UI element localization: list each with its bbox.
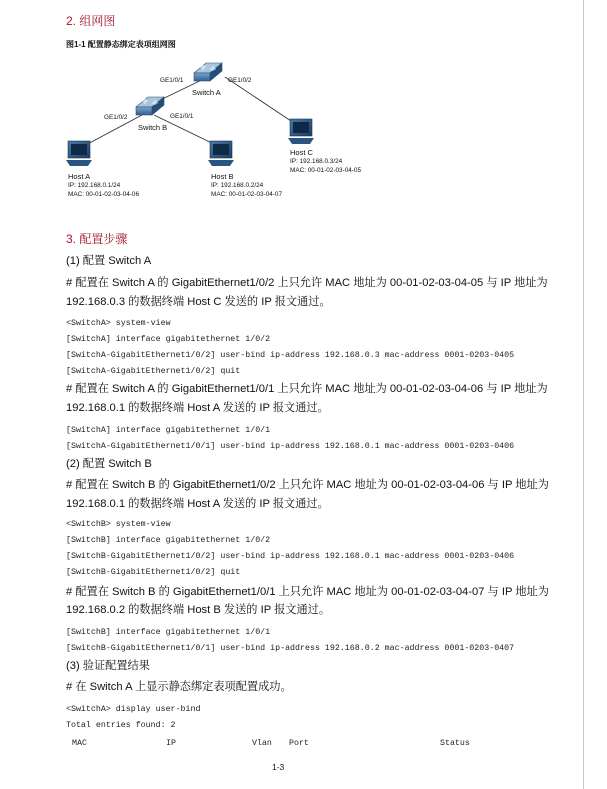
host-b-mac: MAC: 00-01-02-03-04-07 (211, 191, 283, 198)
code-line: [SwitchA-GigabitEthernet1/0/2] quit (66, 367, 241, 376)
host-b-icon (208, 141, 234, 166)
code-line: Total entries found: 2 (66, 721, 176, 730)
host-c-mac: MAC: 00-01-02-03-04-05 (290, 167, 362, 174)
host-a-ip: IP: 192.168.0.1/24 (68, 182, 121, 189)
section-2-title: 2. 组网图 (66, 14, 116, 28)
paragraph-4-line-2: 192.168.0.2 的数据终端 Host B 发送的 IP 报文通过。 (66, 604, 331, 616)
paragraph-4-line-1: # 配置在 Switch B 的 GigabitEthernet1/0/1 上只允许 MAC 地址为 00-01-02-03-04-07 与 IP 地址为 (66, 586, 549, 598)
paragraph-5: # 在 Switch A 上显示静态绑定表项配置成功。 (66, 681, 292, 693)
table-header-mac: MAC (72, 739, 87, 748)
code-line: [SwitchB-GigabitEthernet1/0/2] user-bind ip-address 192.168.0.1 mac-address 0001-0203-0406 (66, 552, 515, 561)
switch-a-icon (194, 63, 222, 81)
paragraph-2-line-1: # 配置在 Switch A 的 GigabitEthernet1/0/1 上只允许 MAC 地址为 00-01-02-03-04-06 与 IP 地址为 (66, 383, 548, 395)
page-edge-divider (583, 0, 584, 789)
switch-a-port-left: GE1/0/1 (160, 77, 184, 84)
network-diagram (60, 55, 390, 205)
switch-b-label: Switch B (138, 123, 168, 132)
code-line: [SwitchA] interface gigabitethernet 1/0/1 (66, 426, 271, 435)
paragraph-3-line-2: 192.168.0.1 的数据终端 Host A 发送的 IP 报文通过。 (66, 498, 329, 510)
table-header-ip: IP (166, 739, 176, 748)
code-line: [SwitchB] interface gigabitethernet 1/0/2 (66, 536, 271, 545)
paragraph-1-line-1: # 配置在 Switch A 的 GigabitEthernet1/0/2 上只允许 MAC 地址为 00-01-02-03-04-05 与 IP 地址为 (66, 277, 548, 289)
host-a-mac: MAC: 00-01-02-03-04-06 (68, 191, 140, 198)
code-line: [SwitchA-GigabitEthernet1/0/1] user-bind ip-address 192.168.0.1 mac-address 0001-0203-0406 (66, 442, 515, 451)
switch-b-icon (136, 97, 164, 115)
host-a-icon (66, 141, 92, 166)
paragraph-2-line-2: 192.168.0.1 的数据终端 Host A 发送的 IP 报文通过。 (66, 402, 329, 414)
links (82, 77, 300, 147)
switch-b-port-right: GE1/0/1 (170, 113, 194, 120)
code-line: [SwitchA-GigabitEthernet1/0/2] user-bind ip-address 192.168.0.3 mac-address 0001-0203-0405 (66, 351, 515, 360)
host-a-label: Host A (68, 172, 91, 181)
host-c-ip: IP: 192.168.0.3/24 (290, 158, 343, 165)
link-swa-hostc (225, 77, 300, 127)
host-c-icon (288, 119, 314, 144)
page-number: 1-3 (272, 762, 285, 772)
paragraph-3-line-1: # 配置在 Switch B 的 GigabitEthernet1/0/2 上只允许 MAC 地址为 00-01-02-03-04-06 与 IP 地址为 (66, 479, 549, 491)
switch-a-label: Switch A (192, 88, 221, 97)
table-header-vlan: Vlan (252, 739, 272, 748)
step-3-heading: (3) 验证配置结果 (66, 660, 150, 672)
host-b-label: Host B (211, 172, 234, 181)
host-c-label: Host C (290, 148, 313, 157)
code-line: <SwitchA> display user-bind (66, 705, 201, 714)
table-header-status: Status (440, 739, 470, 748)
code-line: [SwitchA] interface gigabitethernet 1/0/2 (66, 335, 271, 344)
paragraph-1-line-2: 192.168.0.3 的数据终端 Host C 发送的 IP 报文通过。 (66, 296, 331, 308)
switch-b-port-left: GE1/0/2 (104, 114, 128, 121)
code-line: <SwitchB> system-view (66, 520, 171, 529)
code-line: <SwitchA> system-view (66, 319, 171, 328)
host-b-ip: IP: 192.168.0.2/24 (211, 182, 264, 189)
code-line: [SwitchB-GigabitEthernet1/0/1] user-bind ip-address 192.168.0.2 mac-address 0001-0203-0407 (66, 644, 515, 653)
figure-caption: 图1-1 配置静态绑定表项组网图 (66, 40, 176, 49)
switch-a-port-right: GE1/0/2 (228, 77, 252, 84)
step-2-heading: (2) 配置 Switch B (66, 458, 152, 470)
code-line: [SwitchB-GigabitEthernet1/0/2] quit (66, 568, 241, 577)
table-header-port: Port (289, 739, 309, 748)
step-1-heading: (1) 配置 Switch A (66, 255, 152, 267)
section-3-title: 3. 配置步骤 (66, 232, 128, 246)
code-line: [SwitchB] interface gigabitethernet 1/0/1 (66, 628, 271, 637)
